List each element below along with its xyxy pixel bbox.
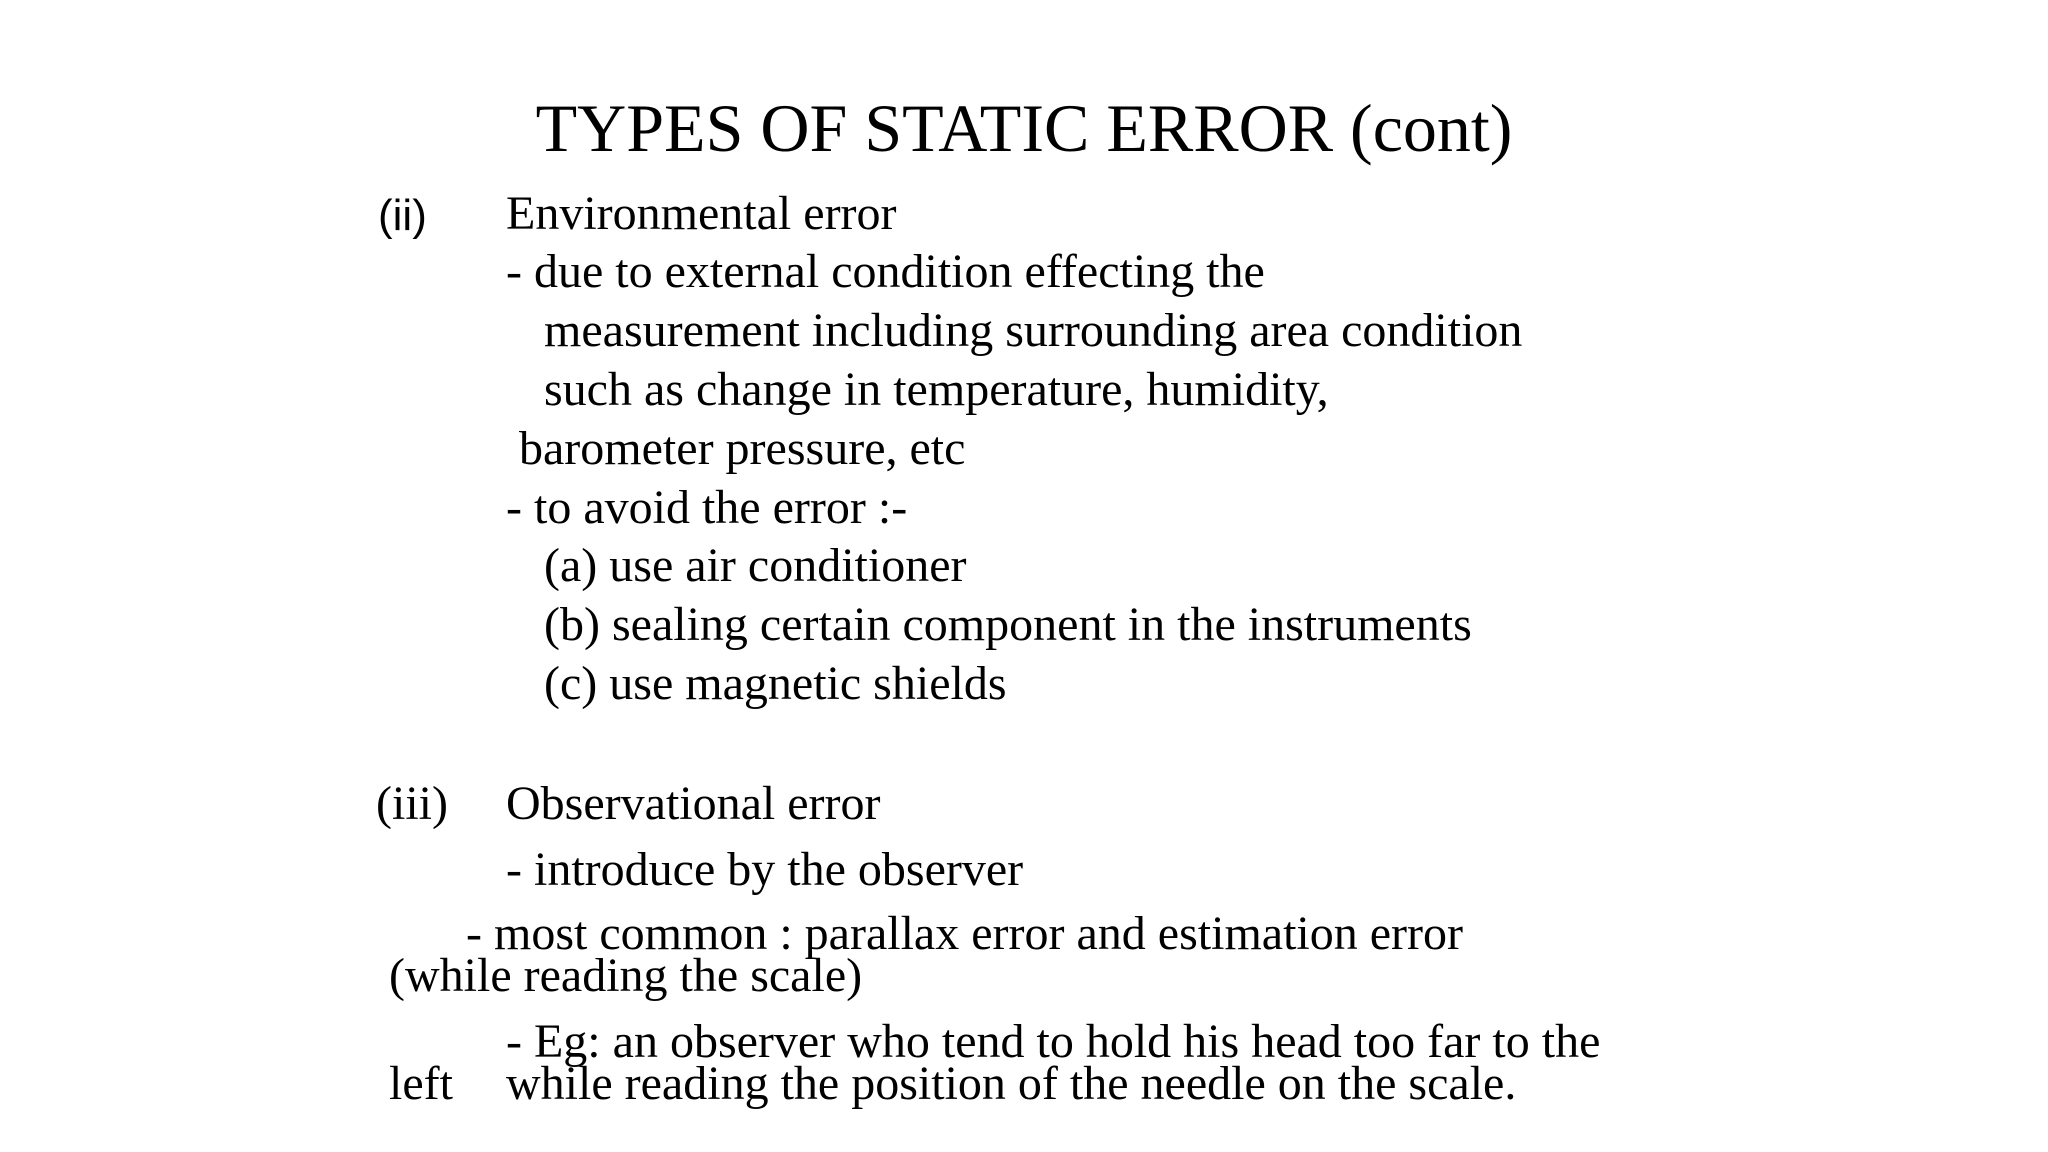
- section-iii-line-4: - Eg: an observer who tend to hold his head too far to the: [506, 1015, 1601, 1068]
- section-ii-item-a: (a) use air conditioner: [544, 539, 967, 592]
- section-ii-line-1: - due to external condition effecting the: [506, 245, 1265, 298]
- section-ii-line-2: measurement including surrounding area condition: [544, 304, 1523, 357]
- section-ii-heading: Environmental error: [506, 187, 897, 240]
- slide-title: TYPES OF STATIC ERROR (cont): [535, 90, 1513, 166]
- section-ii-item-c: (c) use magnetic shields: [544, 657, 1007, 710]
- section-ii-avoid: - to avoid the error :-: [506, 481, 908, 534]
- section-ii-marker: (ii): [378, 191, 427, 240]
- section-iii-line-5-rest: while reading the position of the needle on the scale.: [506, 1057, 1517, 1110]
- section-ii-line-4: barometer pressure, etc: [519, 422, 966, 475]
- section-iii-line-5-left: left: [389, 1057, 453, 1110]
- section-iii-line-1: - introduce by the observer: [506, 843, 1024, 896]
- section-ii-line-3: such as change in temperature, humidity,: [544, 363, 1329, 416]
- section-iii-line-2: - most common : parallax error and estimation error: [466, 907, 1464, 960]
- section-ii-item-b: (b) sealing certain component in the instruments: [544, 598, 1472, 651]
- section-iii-marker: (iii): [376, 777, 448, 830]
- section-iii-line-3: (while reading the scale): [389, 949, 863, 1002]
- section-iii-heading: Observational error: [506, 777, 881, 830]
